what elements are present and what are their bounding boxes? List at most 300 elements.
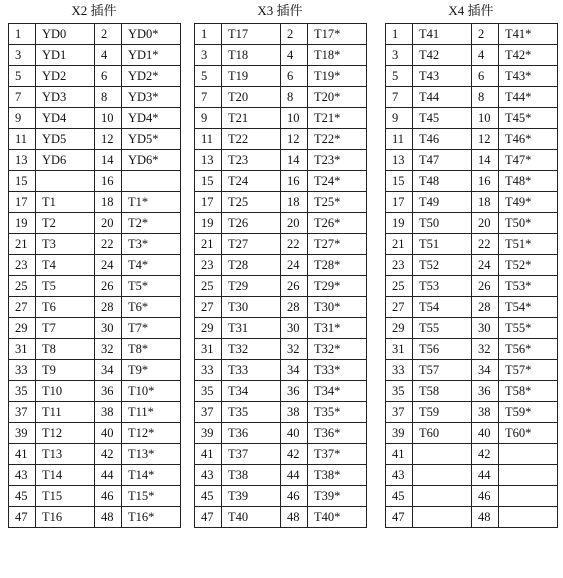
pin-number-cell: 37 — [386, 402, 413, 423]
signal-name-cell: T45 — [413, 108, 472, 129]
table-row — [195, 45, 367, 66]
pin-number-cell: 14 — [281, 150, 308, 171]
signal-name-cell — [499, 465, 558, 486]
signal-name-cell: T35 — [222, 402, 281, 423]
table-row — [9, 234, 181, 255]
pin-number-cell: 4 — [281, 45, 308, 66]
signal-name-cell: T37* — [308, 444, 367, 465]
signal-name-cell — [499, 507, 558, 528]
signal-name-cell: T6* — [122, 297, 181, 318]
pin-number-cell: 31 — [386, 339, 413, 360]
signal-name-cell: T52* — [499, 255, 558, 276]
signal-name-cell: T14 — [36, 465, 95, 486]
table-row — [386, 402, 558, 423]
table-row — [195, 360, 367, 381]
signal-name-cell: T5 — [36, 276, 95, 297]
pin-number-cell: 42 — [281, 444, 308, 465]
table-row — [195, 150, 367, 171]
table-row — [9, 66, 181, 87]
signal-name-cell: T50 — [413, 213, 472, 234]
pin-number-cell: 45 — [9, 486, 36, 507]
pin-number-cell: 27 — [195, 297, 222, 318]
pin-number-cell: 38 — [281, 402, 308, 423]
pin-number-cell: 6 — [281, 66, 308, 87]
pin-number-cell: 24 — [95, 255, 122, 276]
table-row — [386, 129, 558, 150]
table-row — [195, 276, 367, 297]
signal-name-cell: T6 — [36, 297, 95, 318]
signal-name-cell: T53* — [499, 276, 558, 297]
table-row — [9, 171, 181, 192]
pin-number-cell: 15 — [9, 171, 36, 192]
signal-name-cell: T32* — [308, 339, 367, 360]
pin-number-cell: 32 — [281, 339, 308, 360]
signal-name-cell: T44* — [499, 87, 558, 108]
pin-number-cell: 19 — [9, 213, 36, 234]
pin-number-cell: 46 — [472, 486, 499, 507]
table-row — [195, 213, 367, 234]
signal-name-cell: T23* — [308, 150, 367, 171]
pin-number-cell: 12 — [281, 129, 308, 150]
signal-name-cell: T22 — [222, 129, 281, 150]
signal-name-cell: T12 — [36, 423, 95, 444]
pin-number-cell: 44 — [281, 465, 308, 486]
signal-name-cell: T39 — [222, 486, 281, 507]
x3-pin-table — [194, 23, 367, 528]
signal-name-cell: YD3* — [122, 87, 181, 108]
table-row — [9, 24, 181, 45]
signal-name-cell: T30* — [308, 297, 367, 318]
table-row — [195, 66, 367, 87]
pin-number-cell: 35 — [195, 381, 222, 402]
signal-name-cell: T47* — [499, 150, 558, 171]
signal-name-cell: T59 — [413, 402, 472, 423]
pin-number-cell: 6 — [472, 66, 499, 87]
table-row — [9, 444, 181, 465]
table-row — [386, 213, 558, 234]
pin-number-cell: 2 — [472, 24, 499, 45]
table-row — [195, 234, 367, 255]
signal-name-cell: T28* — [308, 255, 367, 276]
pin-number-cell: 45 — [386, 486, 413, 507]
signal-name-cell: T1 — [36, 192, 95, 213]
table-row — [195, 423, 367, 444]
pin-number-cell: 22 — [472, 234, 499, 255]
pin-number-cell: 4 — [95, 45, 122, 66]
signal-name-cell: T17* — [308, 24, 367, 45]
pin-number-cell: 47 — [9, 507, 36, 528]
signal-name-cell: T13* — [122, 444, 181, 465]
pin-number-cell: 8 — [281, 87, 308, 108]
pin-number-cell: 17 — [9, 192, 36, 213]
pin-number-cell: 39 — [195, 423, 222, 444]
signal-name-cell: T36 — [222, 423, 281, 444]
pin-number-cell: 40 — [472, 423, 499, 444]
signal-name-cell: T4* — [122, 255, 181, 276]
pin-number-cell: 14 — [472, 150, 499, 171]
pin-number-cell: 29 — [195, 318, 222, 339]
signal-name-cell: T56 — [413, 339, 472, 360]
pin-number-cell: 16 — [472, 171, 499, 192]
pin-number-cell: 24 — [472, 255, 499, 276]
pin-number-cell: 22 — [281, 234, 308, 255]
signal-name-cell — [122, 171, 181, 192]
table-row — [195, 381, 367, 402]
signal-name-cell: T10 — [36, 381, 95, 402]
pin-number-cell: 34 — [95, 360, 122, 381]
signal-name-cell: T2 — [36, 213, 95, 234]
pin-number-cell: 5 — [386, 66, 413, 87]
pin-number-cell: 20 — [472, 213, 499, 234]
pin-number-cell: 41 — [9, 444, 36, 465]
table-row — [9, 150, 181, 171]
pin-number-cell: 39 — [9, 423, 36, 444]
signal-name-cell: T41 — [413, 24, 472, 45]
pin-number-cell: 10 — [472, 108, 499, 129]
pin-number-cell: 8 — [472, 87, 499, 108]
signal-name-cell: T1* — [122, 192, 181, 213]
pin-number-cell: 28 — [95, 297, 122, 318]
signal-name-cell: T56* — [499, 339, 558, 360]
signal-name-cell: YD0* — [122, 24, 181, 45]
pin-number-cell: 34 — [281, 360, 308, 381]
x3-connector-title: X3 插件 — [257, 3, 303, 18]
pin-number-cell: 29 — [386, 318, 413, 339]
table-row — [9, 129, 181, 150]
table-row — [386, 66, 558, 87]
table-row — [386, 276, 558, 297]
pin-number-cell: 18 — [472, 192, 499, 213]
signal-name-cell: T14* — [122, 465, 181, 486]
signal-name-cell: T24 — [222, 171, 281, 192]
signal-name-cell — [413, 486, 472, 507]
pin-number-cell: 11 — [195, 129, 222, 150]
signal-name-cell: T27* — [308, 234, 367, 255]
table-row — [195, 192, 367, 213]
pin-number-cell: 33 — [9, 360, 36, 381]
table-row — [386, 192, 558, 213]
signal-name-cell: T45* — [499, 108, 558, 129]
pin-number-cell: 21 — [386, 234, 413, 255]
signal-name-cell: T22* — [308, 129, 367, 150]
signal-name-cell: T29* — [308, 276, 367, 297]
signal-name-cell: T40 — [222, 507, 281, 528]
table-row — [9, 465, 181, 486]
signal-name-cell: T19 — [222, 66, 281, 87]
pin-number-cell: 36 — [472, 381, 499, 402]
pin-number-cell: 14 — [95, 150, 122, 171]
signal-name-cell: T19* — [308, 66, 367, 87]
pin-number-cell: 17 — [195, 192, 222, 213]
pin-number-cell: 22 — [95, 234, 122, 255]
signal-name-cell: YD1* — [122, 45, 181, 66]
table-row — [386, 486, 558, 507]
pin-number-cell: 20 — [281, 213, 308, 234]
pin-number-cell: 46 — [281, 486, 308, 507]
signal-name-cell: T3 — [36, 234, 95, 255]
pin-number-cell: 30 — [472, 318, 499, 339]
pin-number-cell: 1 — [9, 24, 36, 45]
signal-name-cell — [36, 171, 95, 192]
pin-number-cell: 44 — [95, 465, 122, 486]
signal-name-cell: T7 — [36, 318, 95, 339]
pin-number-cell: 40 — [281, 423, 308, 444]
table-row — [9, 360, 181, 381]
pin-number-cell: 7 — [386, 87, 413, 108]
pin-number-cell: 16 — [281, 171, 308, 192]
signal-name-cell: T10* — [122, 381, 181, 402]
table-row — [195, 171, 367, 192]
pin-number-cell: 13 — [9, 150, 36, 171]
signal-name-cell: T23 — [222, 150, 281, 171]
pin-number-cell: 43 — [9, 465, 36, 486]
signal-name-cell: T5* — [122, 276, 181, 297]
pin-number-cell: 15 — [195, 171, 222, 192]
signal-name-cell: T28 — [222, 255, 281, 276]
signal-name-cell: T18 — [222, 45, 281, 66]
table-row — [9, 192, 181, 213]
table-row — [9, 402, 181, 423]
pin-number-cell: 26 — [95, 276, 122, 297]
pin-number-cell: 4 — [472, 45, 499, 66]
pin-number-cell: 42 — [95, 444, 122, 465]
signal-name-cell: T48* — [499, 171, 558, 192]
table-row — [195, 255, 367, 276]
pin-number-cell: 24 — [281, 255, 308, 276]
x2-connector-title: X2 插件 — [71, 3, 117, 18]
signal-name-cell — [413, 507, 472, 528]
signal-name-cell — [499, 444, 558, 465]
table-row — [9, 87, 181, 108]
signal-name-cell: T51* — [499, 234, 558, 255]
pin-number-cell: 9 — [195, 108, 222, 129]
x4-connector-title: X4 插件 — [448, 3, 494, 18]
pin-number-cell: 18 — [95, 192, 122, 213]
pin-number-cell: 10 — [95, 108, 122, 129]
signal-name-cell: T60 — [413, 423, 472, 444]
table-row — [195, 486, 367, 507]
signal-name-cell: T33 — [222, 360, 281, 381]
signal-name-cell: T44 — [413, 87, 472, 108]
pin-number-cell: 41 — [195, 444, 222, 465]
table-row — [195, 24, 367, 45]
signal-name-cell: T31* — [308, 318, 367, 339]
signal-name-cell: T11 — [36, 402, 95, 423]
signal-name-cell: T4 — [36, 255, 95, 276]
pin-number-cell: 8 — [95, 87, 122, 108]
signal-name-cell — [413, 444, 472, 465]
pin-number-cell: 23 — [195, 255, 222, 276]
signal-name-cell: YD5* — [122, 129, 181, 150]
pin-number-cell: 39 — [386, 423, 413, 444]
pin-number-cell: 33 — [386, 360, 413, 381]
pin-number-cell: 38 — [95, 402, 122, 423]
table-row — [9, 108, 181, 129]
table-row — [9, 255, 181, 276]
table-row — [195, 465, 367, 486]
signal-name-cell: T53 — [413, 276, 472, 297]
signal-name-cell: T32 — [222, 339, 281, 360]
pin-number-cell: 25 — [195, 276, 222, 297]
signal-name-cell: YD6* — [122, 150, 181, 171]
pin-number-cell: 15 — [386, 171, 413, 192]
signal-name-cell: T55 — [413, 318, 472, 339]
table-row — [386, 318, 558, 339]
signal-name-cell: T39* — [308, 486, 367, 507]
signal-name-cell: T41* — [499, 24, 558, 45]
pin-number-cell: 27 — [9, 297, 36, 318]
signal-name-cell: T15 — [36, 486, 95, 507]
table-row — [195, 87, 367, 108]
signal-name-cell: T17 — [222, 24, 281, 45]
pin-number-cell: 37 — [9, 402, 36, 423]
pin-number-cell: 43 — [386, 465, 413, 486]
table-row — [386, 423, 558, 444]
table-row — [195, 444, 367, 465]
signal-name-cell: T31 — [222, 318, 281, 339]
pin-number-cell: 42 — [472, 444, 499, 465]
pin-number-cell: 25 — [9, 276, 36, 297]
signal-name-cell: T25 — [222, 192, 281, 213]
signal-name-cell: T43* — [499, 66, 558, 87]
signal-name-cell: T46 — [413, 129, 472, 150]
signal-name-cell: T50* — [499, 213, 558, 234]
signal-name-cell: T11* — [122, 402, 181, 423]
pin-number-cell: 30 — [281, 318, 308, 339]
signal-name-cell — [499, 486, 558, 507]
signal-name-cell: T43 — [413, 66, 472, 87]
signal-name-cell: T57* — [499, 360, 558, 381]
pin-number-cell: 17 — [386, 192, 413, 213]
pin-number-cell: 21 — [9, 234, 36, 255]
signal-name-cell: T16* — [122, 507, 181, 528]
table-row — [386, 444, 558, 465]
table-row — [195, 318, 367, 339]
pin-number-cell: 26 — [281, 276, 308, 297]
pin-number-cell: 11 — [9, 129, 36, 150]
signal-name-cell: T26 — [222, 213, 281, 234]
signal-name-cell: T21 — [222, 108, 281, 129]
pin-number-cell: 13 — [195, 150, 222, 171]
pin-number-cell: 45 — [195, 486, 222, 507]
pin-number-cell: 5 — [195, 66, 222, 87]
signal-name-cell: T49* — [499, 192, 558, 213]
signal-name-cell: T48 — [413, 171, 472, 192]
table-row — [195, 339, 367, 360]
signal-name-cell: T3* — [122, 234, 181, 255]
signal-name-cell: T57 — [413, 360, 472, 381]
pin-number-cell: 44 — [472, 465, 499, 486]
signal-name-cell: T46* — [499, 129, 558, 150]
signal-name-cell: T33* — [308, 360, 367, 381]
pin-number-cell: 9 — [386, 108, 413, 129]
table-row — [386, 108, 558, 129]
signal-name-cell: T54* — [499, 297, 558, 318]
table-row — [9, 297, 181, 318]
table-row — [386, 381, 558, 402]
signal-name-cell: T20* — [308, 87, 367, 108]
table-row — [386, 171, 558, 192]
table-row — [386, 87, 558, 108]
signal-name-cell: YD4 — [36, 108, 95, 129]
pin-number-cell: 20 — [95, 213, 122, 234]
table-row — [9, 381, 181, 402]
signal-name-cell: T9 — [36, 360, 95, 381]
pin-number-cell: 21 — [195, 234, 222, 255]
table-row — [9, 45, 181, 66]
pin-number-cell: 16 — [95, 171, 122, 192]
signal-name-cell: T8 — [36, 339, 95, 360]
table-row — [386, 507, 558, 528]
pin-number-cell: 23 — [9, 255, 36, 276]
signal-name-cell — [413, 465, 472, 486]
pin-number-cell: 48 — [95, 507, 122, 528]
signal-name-cell: T42 — [413, 45, 472, 66]
pin-number-cell: 46 — [95, 486, 122, 507]
signal-name-cell: T15* — [122, 486, 181, 507]
table-row — [195, 402, 367, 423]
signal-name-cell: T51 — [413, 234, 472, 255]
table-row — [386, 234, 558, 255]
pin-number-cell: 19 — [386, 213, 413, 234]
table-row — [386, 360, 558, 381]
table-row — [9, 213, 181, 234]
signal-name-cell: T38 — [222, 465, 281, 486]
pin-number-cell: 10 — [281, 108, 308, 129]
signal-name-cell: T58* — [499, 381, 558, 402]
pin-number-cell: 18 — [281, 192, 308, 213]
x2-pin-table — [8, 23, 181, 528]
pin-number-cell: 25 — [386, 276, 413, 297]
pin-number-cell: 3 — [9, 45, 36, 66]
table-row — [386, 150, 558, 171]
pin-number-cell: 33 — [195, 360, 222, 381]
table-row — [195, 507, 367, 528]
signal-name-cell: T52 — [413, 255, 472, 276]
pin-number-cell: 5 — [9, 66, 36, 87]
pin-number-cell: 36 — [95, 381, 122, 402]
signal-name-cell: T49 — [413, 192, 472, 213]
signal-name-cell: T16 — [36, 507, 95, 528]
signal-name-cell: T8* — [122, 339, 181, 360]
signal-name-cell: YD6 — [36, 150, 95, 171]
x4-pin-table — [385, 23, 558, 528]
pin-number-cell: 28 — [472, 297, 499, 318]
pin-number-cell: 2 — [95, 24, 122, 45]
signal-name-cell: T27 — [222, 234, 281, 255]
signal-name-cell: T55* — [499, 318, 558, 339]
table-row — [386, 255, 558, 276]
pin-number-cell: 47 — [386, 507, 413, 528]
signal-name-cell: T12* — [122, 423, 181, 444]
pin-number-cell: 7 — [195, 87, 222, 108]
pin-number-cell: 26 — [472, 276, 499, 297]
table-row — [386, 24, 558, 45]
pin-number-cell: 43 — [195, 465, 222, 486]
pin-number-cell: 31 — [9, 339, 36, 360]
signal-name-cell: YD4* — [122, 108, 181, 129]
signal-name-cell: YD2* — [122, 66, 181, 87]
signal-name-cell: T60* — [499, 423, 558, 444]
signal-name-cell: T38* — [308, 465, 367, 486]
pin-number-cell: 28 — [281, 297, 308, 318]
signal-name-cell: T36* — [308, 423, 367, 444]
pin-number-cell: 12 — [95, 129, 122, 150]
signal-name-cell: YD3 — [36, 87, 95, 108]
pin-number-cell: 32 — [472, 339, 499, 360]
signal-name-cell: YD5 — [36, 129, 95, 150]
signal-name-cell: T58 — [413, 381, 472, 402]
